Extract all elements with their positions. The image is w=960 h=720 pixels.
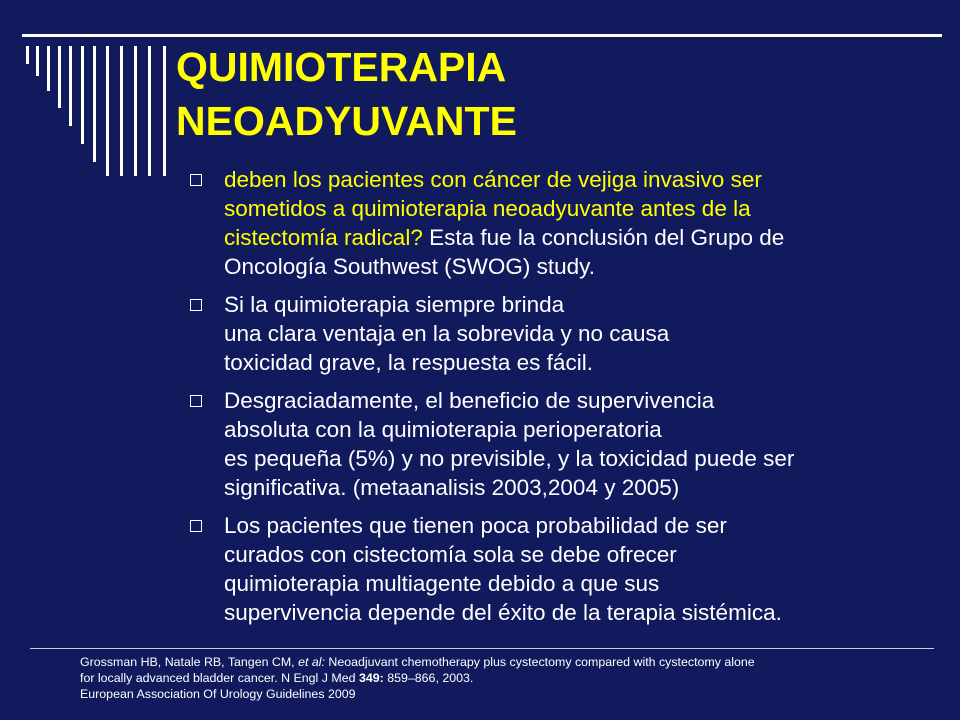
body-text: supervivencia depende del éxito de la terapia sistémica. [224, 600, 782, 625]
highlighted-text: deben los pacientes con cáncer de vejiga invasivo ser [224, 167, 762, 192]
body-text: toxicidad grave, la respuesta es fácil. [224, 350, 593, 375]
reference-et-al: et al: [298, 655, 325, 669]
body-text: curados con cistectomía sola se debe ofrecer [224, 542, 677, 567]
body-text: una clara ventaja en la sobrevida y no causa [224, 321, 670, 346]
reference-title: Neoadjuvant chemotherapy plus cystectomy compared with cystectomy alone [324, 655, 755, 669]
decorative-bar [120, 46, 123, 176]
bullet-line [224, 511, 930, 540]
references [80, 654, 940, 702]
bullet-line [224, 319, 930, 348]
reference-journal: for locally advanced bladder cancer. N Engl J Med [80, 671, 359, 685]
bullet-line [224, 540, 930, 569]
body-text: Esta fue la conclusión del Grupo de [422, 225, 785, 250]
reference-authors: Grossman HB, Natale RB, Tangen CM, [80, 655, 299, 669]
bullet-item [190, 290, 930, 377]
highlighted-text: cistectomía radical? [224, 225, 423, 250]
decorative-bar [134, 46, 137, 176]
bullet-line [224, 290, 930, 319]
decorative-bar [93, 46, 96, 162]
decorative-bar [36, 46, 39, 76]
bullet-line [224, 223, 930, 252]
bullet-line [224, 415, 930, 444]
square-bullet-icon [190, 395, 202, 407]
decorative-bar [47, 46, 50, 91]
body-text: quimioterapia multiagente debido a que sus [224, 571, 660, 596]
decorative-bars [26, 46, 171, 176]
reference-volume: 349: [358, 671, 384, 685]
bullet-line [224, 386, 930, 415]
square-bullet-icon [190, 520, 202, 532]
decorative-bar [163, 46, 166, 176]
bullet-line [224, 194, 930, 223]
bullet-line [224, 473, 930, 502]
highlighted-text: sometidos a quimioterapia neoadyuvante antes de la [224, 196, 751, 221]
body-text: significativa. (metaanalisis 2003,2004 y 2005) [224, 475, 680, 500]
square-bullet-icon [190, 299, 202, 311]
bullet-line [224, 569, 930, 598]
decorative-bar [69, 46, 72, 126]
title-line-1: QUIMIOTERAPIA [176, 44, 507, 90]
body-text: absoluta con la quimioterapia perioperatoria [224, 417, 662, 442]
title-line-2: NEOADYUVANTE [176, 98, 517, 144]
body-text: Los pacientes que tienen poca probabilidad de ser [224, 513, 727, 538]
decorative-bar [26, 46, 29, 64]
decorative-bar [106, 46, 109, 176]
body-text: Si la quimioterapia siempre brinda [224, 292, 565, 317]
body-text: Desgraciadamente, el beneficio de supervivencia [224, 388, 715, 413]
bullet-line [224, 348, 930, 377]
body-text: Oncología Southwest (SWOG) study. [224, 254, 595, 279]
square-bullet-icon [190, 174, 202, 186]
reference-pages: 859–866, 2003. [383, 671, 474, 685]
reference-line-2 [80, 670, 940, 686]
top-rule [22, 34, 942, 37]
bullet-item [190, 386, 930, 502]
slide-title [176, 40, 916, 148]
bullet-item [190, 511, 930, 627]
footer-rule [30, 648, 934, 649]
reference-line-1 [80, 654, 940, 670]
decorative-bar [58, 46, 61, 108]
body-text: es pequeña (5%) y no previsible, y la toxicidad puede ser [224, 446, 795, 471]
bullet-line [224, 598, 930, 627]
bullet-item [190, 165, 930, 281]
bullet-line [224, 444, 930, 473]
bullet-list [190, 165, 930, 636]
decorative-bar [81, 46, 84, 144]
reference-line-3: European Association Of Urology Guidelines 2009 [80, 687, 356, 701]
bullet-line [224, 252, 930, 281]
decorative-bar [148, 46, 151, 176]
bullet-line [224, 165, 930, 194]
